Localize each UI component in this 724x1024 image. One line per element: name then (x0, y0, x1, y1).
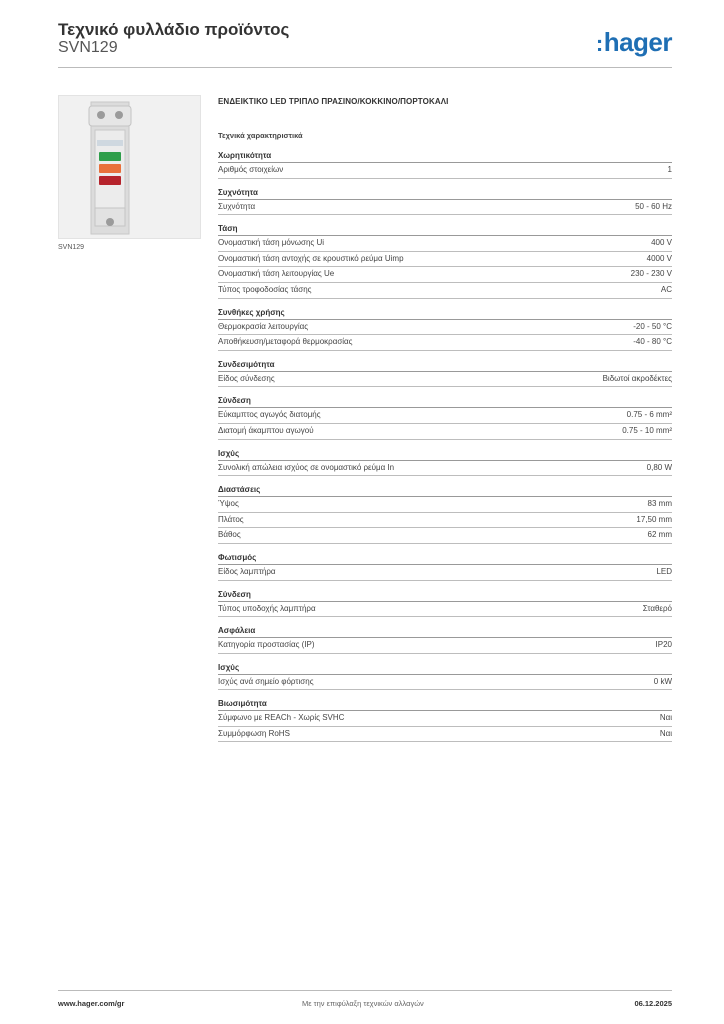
spec-group (218, 150, 672, 179)
hager-logo (596, 27, 672, 58)
spec-value: AC (660, 284, 672, 294)
spec-row (218, 372, 672, 388)
spec-label: Τύπος υποδοχής λαμπτήρα (218, 603, 316, 613)
spec-row (218, 727, 672, 743)
spec-row (218, 252, 672, 268)
spec-group-title: Συχνότητα (218, 187, 672, 200)
spec-row (218, 408, 672, 424)
spec-value: 0,80 W (646, 462, 672, 472)
spec-heading: Τεχνικά χαρακτηριστικά (218, 131, 303, 140)
spec-label: Ονομαστική τάση λειτουργίας Ue (218, 269, 335, 279)
spec-row (218, 200, 672, 216)
document-title: Τεχνικό φυλλάδιο προϊόντος (58, 20, 290, 39)
product-title: ΕΝΔΕΙΚΤΙΚΟ LED ΤΡΙΠΛΟ ΠΡΑΣΙΝΟ/ΚΟΚΚΙΝΟ/ΠΟΡΤΟΚΑΛΙ (218, 97, 449, 106)
spec-group-title: Ασφάλεια (218, 625, 672, 638)
spec-value: 83 mm (647, 499, 672, 509)
spec-value: 62 mm (647, 530, 672, 540)
spec-label: Συνολική απώλεια ισχύος σε ονομαστικό ρεύμα In (218, 462, 395, 472)
logo-dots-icon: : (595, 31, 603, 56)
footer-website[interactable]: www.hager.com/gr (58, 999, 125, 1008)
spec-label: Συμμόρφωση RoHS (218, 728, 290, 738)
spec-group (218, 307, 672, 351)
spec-value: Ναι (659, 713, 672, 723)
spec-row (218, 236, 672, 252)
spec-value: 0 kW (653, 676, 672, 686)
spec-value: 50 - 60 Hz (635, 201, 672, 211)
spec-label: Σύμφωνο με REACh - Χωρίς SVHC (218, 713, 345, 723)
green-led (99, 152, 121, 161)
spec-row (218, 638, 672, 654)
red-led (99, 176, 121, 185)
spec-value: 0.75 - 10 mm² (622, 425, 672, 435)
spec-label: Βάθος (218, 530, 241, 540)
spec-group-title: Διαστάσεις (218, 484, 672, 497)
spec-value: 230 - 230 V (630, 269, 672, 279)
spec-group-title: Τάση (218, 223, 672, 236)
spec-group-title: Σύνδεση (218, 589, 672, 602)
spec-group-title: Συνθήκες χρήσης (218, 307, 672, 320)
spec-group (218, 395, 672, 439)
spec-group (218, 484, 672, 544)
footer-note: Με την επιφύλαξη τεχνικών αλλαγών (302, 999, 424, 1008)
spec-row (218, 163, 672, 179)
product-image (58, 95, 201, 239)
spec-row (218, 424, 672, 440)
spec-label: Ισχύς ανά σημείο φόρτισης (218, 676, 314, 686)
spec-table (218, 150, 672, 750)
footer-date: 06.12.2025 (634, 999, 672, 1008)
product-illustration (59, 96, 200, 238)
spec-row (218, 528, 672, 544)
spec-label: Εύκαμπτος αγωγός διατομής (218, 410, 321, 420)
spec-value: Σταθερό (642, 603, 672, 613)
spec-row (218, 335, 672, 351)
spec-group (218, 552, 672, 581)
spec-group-title: Φωτισμός (218, 552, 672, 565)
spec-label: Συχνότητα (218, 201, 256, 211)
spec-row (218, 711, 672, 727)
header-divider (58, 67, 672, 68)
spec-label: Πλάτος (218, 514, 244, 524)
spec-group (218, 589, 672, 618)
spec-group (218, 187, 672, 216)
spec-group-title: Ισχύς (218, 448, 672, 461)
spec-row (218, 513, 672, 529)
spec-group (218, 698, 672, 742)
spec-value: -20 - 50 °C (633, 321, 672, 331)
footer-divider (58, 990, 672, 991)
spec-label: Θερμοκρασία λειτουργίας (218, 321, 309, 331)
spec-group-title: Βιωσιμότητα (218, 698, 672, 711)
orange-led (99, 164, 121, 173)
spec-group (218, 448, 672, 477)
spec-value: Βιδωτοί ακροδέκτες (602, 373, 672, 383)
spec-label: Τύπος τροφοδοσίας τάσης (218, 284, 312, 294)
spec-group-title: Συνδεσιμότητα (218, 359, 672, 372)
spec-row (218, 565, 672, 581)
spec-label: Ύψος (218, 499, 239, 509)
spec-label: Ονομαστική τάση αντοχής σε κρουστικό ρεύμα Uimp (218, 253, 404, 263)
spec-row (218, 267, 672, 283)
logo-text: hager (603, 27, 672, 57)
spec-group-title: Σύνδεση (218, 395, 672, 408)
product-image-caption: SVN129 (58, 244, 85, 251)
spec-value: IP20 (655, 640, 672, 650)
spec-group (218, 662, 672, 691)
spec-row (218, 497, 672, 513)
product-code: SVN129 (58, 39, 118, 56)
spec-label: Ονομαστική τάση μόνωσης Ui (218, 238, 325, 248)
spec-row (218, 675, 672, 691)
spec-value: LED (656, 566, 672, 576)
spec-group-title: Ισχύς (218, 662, 672, 675)
spec-value: 17,50 mm (636, 514, 672, 524)
spec-label: Κατηγορία προστασίας (IP) (218, 640, 315, 650)
spec-group (218, 359, 672, 388)
spec-group-title: Χωρητικότητα (218, 150, 672, 163)
spec-row (218, 283, 672, 299)
spec-value: Ναι (659, 728, 672, 738)
spec-row (218, 602, 672, 618)
spec-label: Διατομή άκαμπτου αγωγού (218, 425, 314, 435)
spec-value: 4000 V (646, 253, 672, 263)
spec-row (218, 320, 672, 336)
spec-group (218, 223, 672, 298)
spec-row (218, 461, 672, 477)
spec-label: Αποθήκευση/μεταφορά θερμοκρασίας (218, 337, 353, 347)
spec-value: -40 - 80 °C (633, 337, 672, 347)
spec-label: Είδος σύνδεσης (218, 373, 275, 383)
spec-label: Αριθμός στοιχείων (218, 165, 284, 174)
spec-value: 1 (667, 165, 672, 174)
spec-value: 400 V (651, 238, 672, 248)
spec-value: 0.75 - 6 mm² (626, 410, 672, 420)
spec-group (218, 625, 672, 654)
spec-label: Είδος λαμπτήρα (218, 566, 276, 576)
